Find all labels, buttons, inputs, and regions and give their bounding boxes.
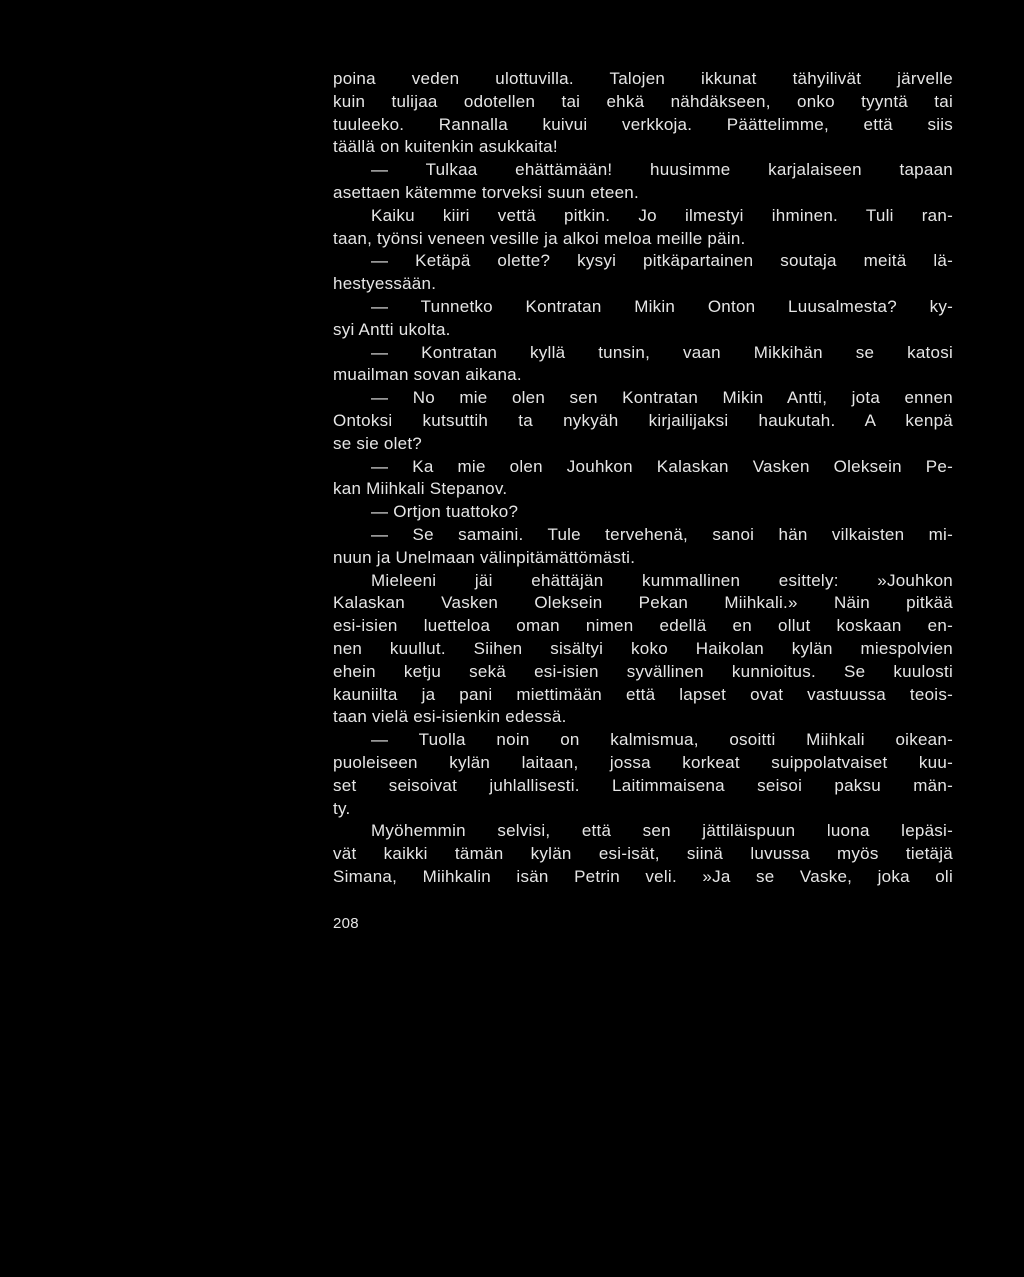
- text-line: ty.: [333, 798, 351, 818]
- text-line: muailman sovan aikana.: [333, 365, 522, 385]
- text-line: ehein ketju sekä esi-isien syvällinen kunnioitus. Se kuulosti: [333, 661, 953, 681]
- text-line: puoleiseen kylän laitaan, jossa korkeat suippolatvaiset kuu-: [333, 752, 953, 772]
- text-line: nuun ja Unelmaan välinpitämättömästi.: [333, 547, 636, 567]
- text-line: Mieleeni jäi ehättäjän kummallinen esittely: »Jouhkon: [371, 570, 953, 590]
- text-line: poina veden ulottuvilla. Talojen ikkunat tähyilivät järvelle: [333, 69, 953, 88]
- text-line: se sie olet?: [333, 433, 422, 453]
- text-line: taan, työnsi veneen vesille ja alkoi meloa meille päin.: [333, 228, 746, 248]
- text-line: kan Miihkali Stepanov.: [333, 479, 508, 499]
- text-line: — Ortjon tuattoko?: [371, 502, 519, 522]
- text-line: hestyessään.: [333, 274, 437, 294]
- text-line: vät kaikki tämän kylän esi-isät, siinä luvussa myös tietäjä: [333, 844, 953, 864]
- text-line: — Se samaini. Tule tervehenä, sanoi hän vilkaisten mi-: [371, 524, 953, 544]
- text-line: — Tunnetko Kontratan Mikin Onton Luusalmesta? ky-: [371, 296, 953, 316]
- text-line: — Tulkaa ehättämään! huusimme karjalaiseen tapaan: [371, 160, 953, 180]
- text-line: Ontoksi kutsuttih ta nykyäh kirjailijaksi haukutah. A kenpä: [333, 410, 953, 430]
- text-line: esi-isien luetteloa oman nimen edellä en ollut koskaan en-: [333, 616, 953, 636]
- text-line: nen kuullut. Siihen sisältyi koko Haikolan kylän miespolvien: [333, 638, 953, 658]
- text-line: syi Antti ukolta.: [333, 319, 451, 339]
- text-line: — No mie olen sen Kontratan Mikin Antti, jota ennen: [371, 388, 953, 408]
- page-number: 208: [333, 915, 359, 932]
- text-line: taan vielä esi-isienkin edessä.: [333, 707, 567, 727]
- text-line: Simana, Miihkalin isän Petrin veli. »Ja se Vaske, joka oli: [333, 866, 953, 886]
- text-line: — Ka mie olen Jouhkon Kalaskan Vasken Oleksein Pe-: [371, 456, 953, 476]
- text-line: asettaen kätemme torveksi suun eteen.: [333, 182, 639, 202]
- body-text: [333, 68, 953, 889]
- text-line: Kaiku kiiri vettä pitkin. Jo ilmestyi ihminen. Tuli ran-: [371, 205, 953, 225]
- text-line: kuin tulijaa odotellen tai ehkä nähdäkseen, onko tyyntä tai: [333, 91, 953, 111]
- text-line: — Tuolla noin on kalmismua, osoitti Miihkali oikean-: [371, 730, 953, 750]
- text-line: — Ketäpä olette? kysyi pitkäpartainen soutaja meitä lä-: [371, 251, 953, 271]
- text-line: — Kontratan kyllä tunsin, vaan Mikkihän se katosi: [371, 342, 953, 362]
- text-line: kauniilta ja pani miettimään että lapset ovat vastuussa teois-: [333, 684, 953, 704]
- text-line: Kalaskan Vasken Oleksein Pekan Miihkali.» Näin pitkää: [333, 593, 953, 613]
- text-line: Myöhemmin selvisi, että sen jättiläispuun luona lepäsi-: [371, 821, 953, 841]
- text-line: set seisoivat juhlallisesti. Laitimmaisena seisoi paksu män-: [333, 775, 953, 795]
- text-line: täällä on kuitenkin asukkaita!: [333, 137, 558, 157]
- text-line: tuuleeko. Rannalla kuivui verkkoja. Päättelimme, että siis: [333, 114, 953, 134]
